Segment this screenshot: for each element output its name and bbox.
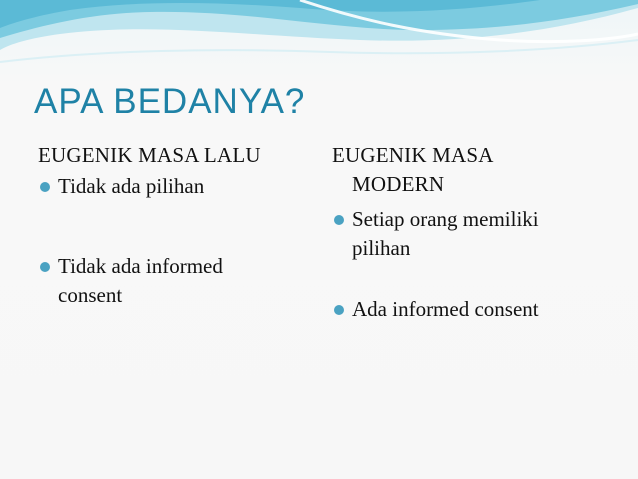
left-bullet-1-text: Tidak ada pilihan [58,174,205,198]
right-bullet-2 [332,295,612,324]
left-bullet-2 [38,252,288,310]
bullet-dot-icon [40,262,50,272]
right-heading-line-2: MODERN [352,172,445,196]
bullet-dot-icon [334,215,344,225]
bullet-dot-icon [40,182,50,192]
left-bullet-1 [38,172,308,201]
right-heading-line-1: EUGENIK MASA [332,143,494,167]
right-bullet-1-text: Setiap orang memiliki pilihan [352,207,539,260]
left-column [38,141,308,310]
header-wave-decoration [0,0,638,80]
slide-title: APA BEDANYA? [34,82,306,121]
right-column [332,141,612,324]
right-bullet-1 [332,205,592,263]
bullet-dot-icon [334,305,344,315]
left-heading: EUGENIK MASA LALU [38,143,261,167]
left-bullet-2-text: Tidak ada informed consent [58,254,223,307]
right-bullet-2-text: Ada informed consent [352,297,539,321]
